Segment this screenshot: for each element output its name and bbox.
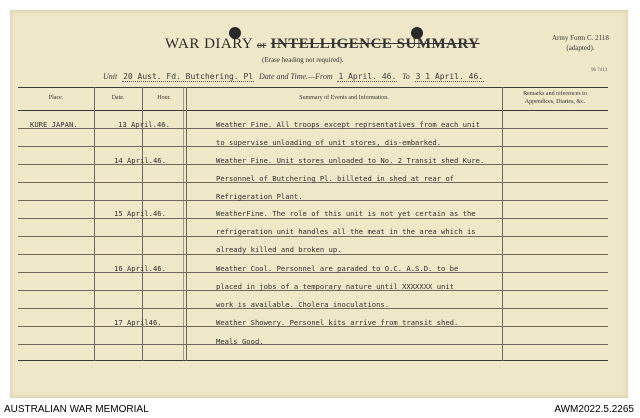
entry-text-line: Personnel of Butchering Pl. billeted in shed at rear of <box>216 174 454 183</box>
entry-text-line: already killed and broken up. <box>216 245 342 254</box>
entry-date: 14 April.46. <box>114 156 166 165</box>
diary-table <box>18 87 608 361</box>
entry-date: 16 April.46. <box>114 264 166 273</box>
entry-text-line: Weather Cool. Personnel are paraded to O.C. A.S.D. to be <box>216 264 459 273</box>
column-header-place: Place. <box>48 95 64 101</box>
column-header-summary: Summary of Events and Information. <box>299 95 389 101</box>
page-title: WAR DIARY or INTELLIGENCE SUMMARY <box>165 36 480 52</box>
entry-text-line: Weather Showery. Personel kits arrive from transit shed. <box>216 318 459 327</box>
entry-text-line: Weather Fine. All troops except reprsentatives from each unit <box>216 120 480 129</box>
entry-text-line: to supervise unloading of unit stores, dis-embarked. <box>216 138 442 147</box>
entry-date: 17 April46. <box>114 318 162 327</box>
footer-reference: AWM2022.5.2265 <box>554 404 634 415</box>
column-header-hour: Hour. <box>157 95 171 101</box>
entry-text-line: Weather Fine. Unit stores unloaded to No. 2 Transit shed Kure. <box>216 156 485 165</box>
subtitle: (Erase heading not required). <box>262 56 344 64</box>
entry-text-line: refrigeration unit handles all the meat in the area which is <box>216 227 476 236</box>
column-header-date: Date. <box>111 95 125 101</box>
entry-text-line: work is available. Cholera inoculations. <box>216 300 390 309</box>
footer-source: AUSTRALIAN WAR MEMORIAL <box>4 404 149 415</box>
entry-text-line: WeatherFine. The role of this unit is not yet certain as the <box>216 209 476 218</box>
entry-text-line: placed in jobs of a temporary nature until XXXXXXX unit <box>216 282 454 291</box>
entry-text-line: Refrigeration Plant. <box>216 192 303 201</box>
entry-date: 15 April.46. <box>114 209 166 218</box>
entry-text-line: Meals Good. <box>216 337 264 346</box>
entry-place: KURE JAPAN. <box>30 120 78 129</box>
form-reference: Army Form C. 2118 (adapted). <box>552 34 609 52</box>
unit-line: Unit 20 Aust. Fd. Butchering. Pl Date and Time.—From 1 April. 46. To 3 1 April. 46. <box>103 72 484 81</box>
column-header-remarks: Remarks and references to Appendices, Diaries, &c. <box>523 91 587 105</box>
form-code: 96 7413 <box>591 68 608 73</box>
entry-date: 13 April.46. <box>118 120 170 129</box>
